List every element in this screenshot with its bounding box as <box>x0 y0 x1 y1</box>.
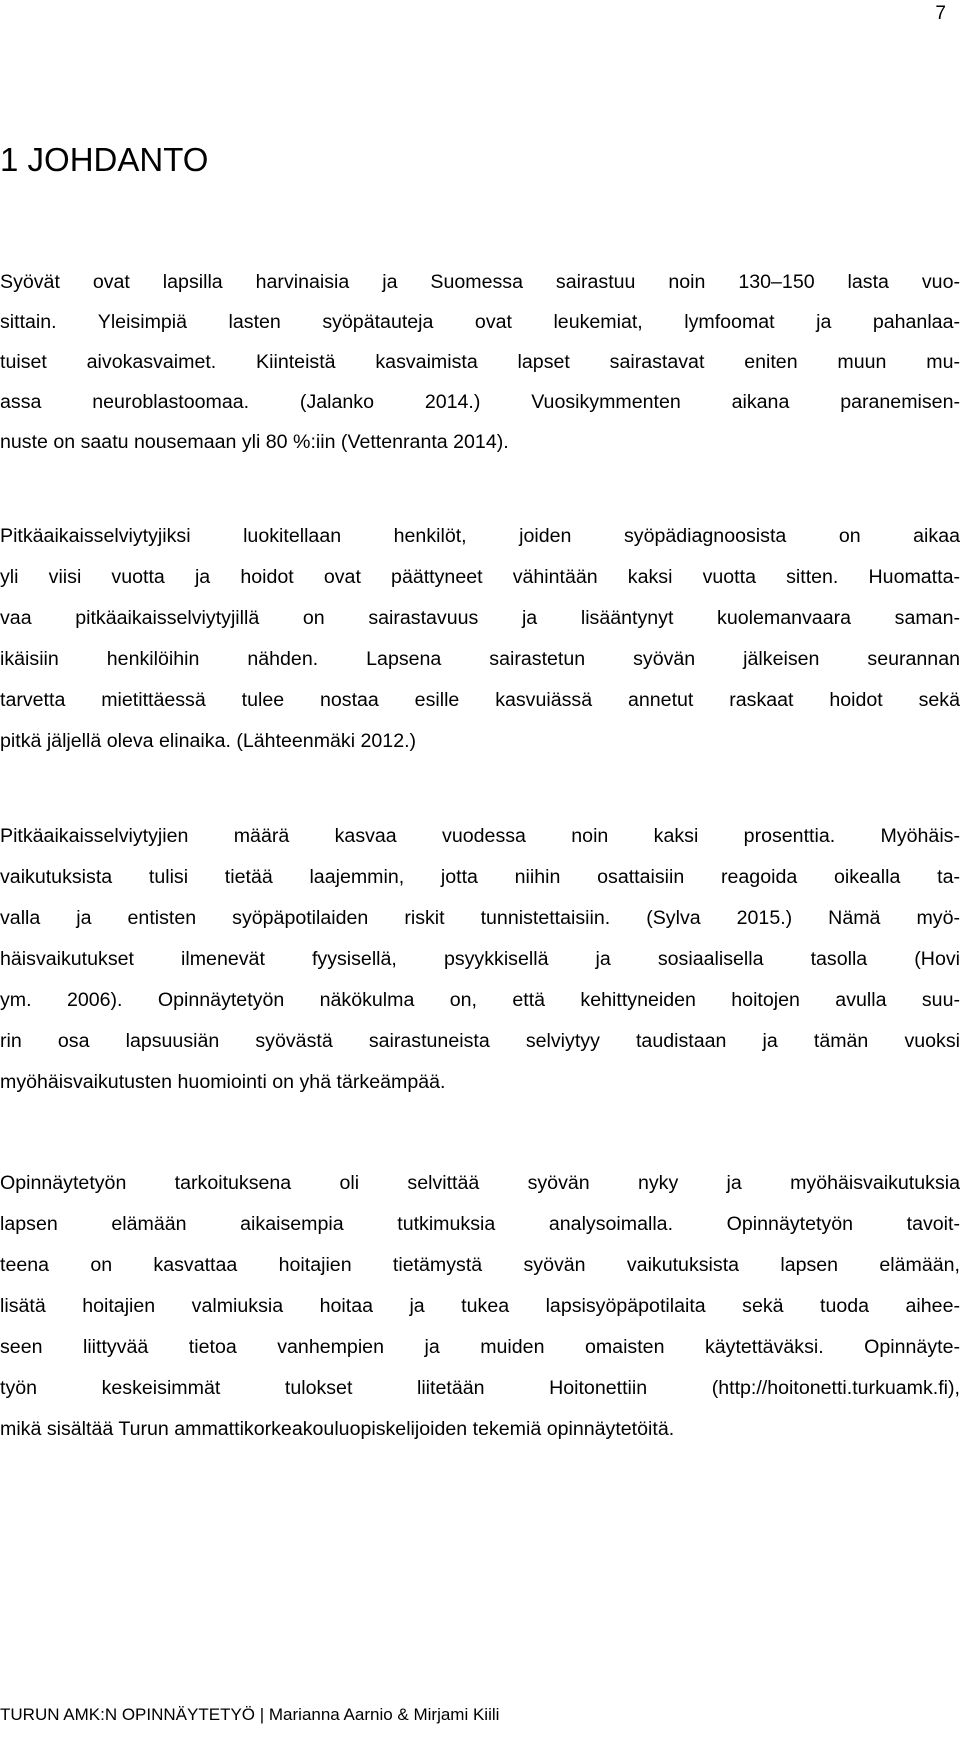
page-footer: TURUN AMK:N OPINNÄYTETYÖ | Marianna Aarnio & Mirjami Kiili <box>0 1705 500 1724</box>
paragraph-intro <box>0 262 960 462</box>
text-line: seen liittyvää tietoa vanhempien ja muiden omaisten käytettäväksi. Opinnäyte- <box>0 1336 960 1358</box>
text-line: ikäisiin henkilöihin nähden. Lapsena sairastetun syövän jälkeisen seurannan <box>0 648 960 670</box>
text-line: yli viisi vuotta ja hoidot ovat päättyneet vähintään kaksi vuotta sitten. Huomatta- <box>0 566 960 588</box>
paragraph-purpose <box>0 1163 960 1450</box>
chapter-heading: 1 JOHDANTO <box>0 141 209 178</box>
paragraph-survivors <box>0 516 960 762</box>
text-line: häisvaikutukset ilmenevät fyysisellä, psyykkisellä ja sosiaalisella tasolla (Hovi <box>0 948 960 970</box>
text-line: tuiset aivokasvaimet. Kiinteistä kasvaimista lapset sairastavat eniten muun mu- <box>0 351 960 373</box>
text-line: rin osa lapsuusiän syövästä sairastuneista selviytyy taudistaan ja tämän vuoksi <box>0 1030 960 1052</box>
paragraph-late-effects <box>0 816 960 1103</box>
text-line: lapsen elämään aikaisempia tutkimuksia analysoimalla. Opinnäytetyön tavoit- <box>0 1213 960 1235</box>
text-line: Pitkäaikaisselviytyjiksi luokitellaan henkilöt, joiden syöpädiagnoosista on aikaa <box>0 525 960 547</box>
text-line: mikä sisältää Turun ammattikorkeakouluopiskelijoiden tekemiä opinnäytetöitä. <box>0 1418 675 1440</box>
text-line: nuste on saatu nousemaan yli 80 %:iin (Vettenranta 2014). <box>0 431 509 453</box>
text-line: valla ja entisten syöpäpotilaiden riskit tunnistettaisiin. (Sylva 2015.) Nämä myö- <box>0 907 960 929</box>
text-line: ym. 2006). Opinnäytetyön näkökulma on, että kehittyneiden hoitojen avulla suu- <box>0 989 960 1011</box>
text-line: sittain. Yleisimpiä lasten syöpätauteja ovat leukemiat, lymfoomat ja pahanlaa- <box>0 311 960 333</box>
text-line: pitkä jäljellä oleva elinaika. (Lähteenmäki 2012.) <box>0 730 417 752</box>
text-line: assa neuroblastoomaa. (Jalanko 2014.) Vuosikymmenten aikana paranemisen- <box>0 391 960 413</box>
text-line: tarvetta mietittäessä tulee nostaa esille kasvuiässä annetut raskaat hoidot sekä <box>0 689 960 711</box>
text-line: työn keskeisimmät tulokset liitetään Hoitonettiin (http://hoitonetti.turkuamk.fi), <box>0 1377 960 1399</box>
text-line: vaikutuksista tulisi tietää laajemmin, jotta niihin osattaisiin reagoida oikealla ta- <box>0 866 960 888</box>
text-line: myöhäisvaikutusten huomiointi on yhä tärkeämpää. <box>0 1071 446 1093</box>
text-line: lisätä hoitajien valmiuksia hoitaa ja tukea lapsisyöpäpotilaita sekä tuoda aihee- <box>0 1295 960 1317</box>
text-line: Pitkäaikaisselviytyjien määrä kasvaa vuodessa noin kaksi prosenttia. Myöhäis- <box>0 825 960 847</box>
text-line: Opinnäytetyön tarkoituksena oli selvittää syövän nyky ja myöhäisvaikutuksia <box>0 1172 960 1194</box>
text-line: Syövät ovat lapsilla harvinaisia ja Suomessa sairastuu noin 130–150 lasta vuo- <box>0 271 960 293</box>
text-line: vaa pitkäaikaisselviytyjillä on sairastavuus ja lisääntynyt kuolemanvaara saman- <box>0 607 960 629</box>
page-number: 7 <box>935 3 946 24</box>
text-line: teena on kasvattaa hoitajien tietämystä syövän vaikutuksista lapsen elämään, <box>0 1254 960 1276</box>
